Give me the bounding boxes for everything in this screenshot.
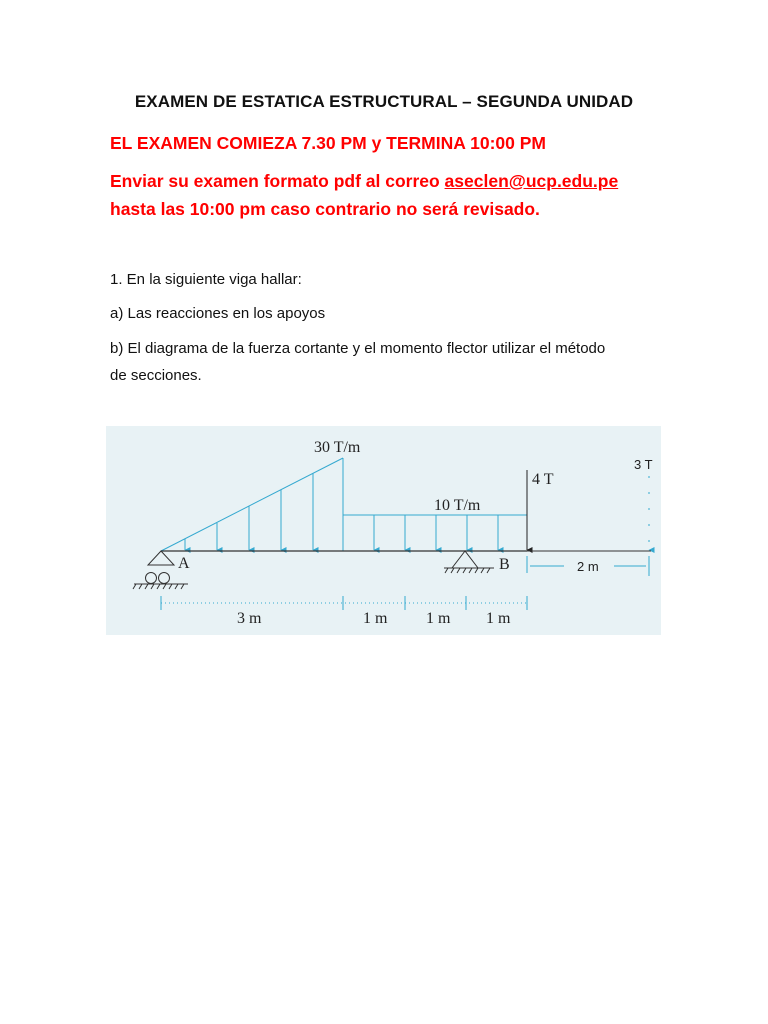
dim-label-1m-c: 1 m [486, 610, 511, 627]
question-intro: 1. En la siguiente viga hallar: [110, 271, 302, 288]
beam-figure [106, 426, 661, 635]
triangle-load-label: 30 T/m [314, 439, 361, 456]
figure-background [106, 426, 661, 635]
support-a-label: A [178, 555, 190, 572]
exam-deadline-notice: hasta las 10:00 pm caso contrario no será revisado. [110, 199, 540, 219]
dim-label-2m: 2 m [577, 559, 599, 574]
dim-label-3m: 3 m [237, 610, 262, 627]
dim-label-1m-b: 1 m [426, 610, 451, 627]
question-part-b-line1: b) El diagrama de la fuerza cortante y el momento flector utilizar el método [110, 340, 606, 357]
point-load-3t-label: 3 T [634, 457, 653, 472]
question-part-b-line2: de secciones. [110, 367, 202, 384]
beam-diagram [106, 426, 661, 635]
question-part-a: a) Las reacciones en los apoyos [110, 305, 326, 322]
dim-label-1m-a: 1 m [363, 610, 388, 627]
send-notice-text: Enviar su examen formato pdf al correo [110, 171, 445, 191]
exam-send-notice [110, 171, 618, 192]
email-link[interactable]: aseclen@ucp.edu.pe [444, 171, 619, 191]
point-load-4t-label: 4 T [532, 471, 554, 488]
exam-time-notice: EL EXAMEN COMIEZA 7.30 PM y TERMINA 10:00 PM [110, 133, 546, 153]
exam-title: EXAMEN DE ESTATICA ESTRUCTURAL – SEGUNDA UNIDAD [134, 92, 634, 111]
support-b-label: B [499, 556, 510, 573]
uniform-load-label: 10 T/m [434, 497, 481, 514]
